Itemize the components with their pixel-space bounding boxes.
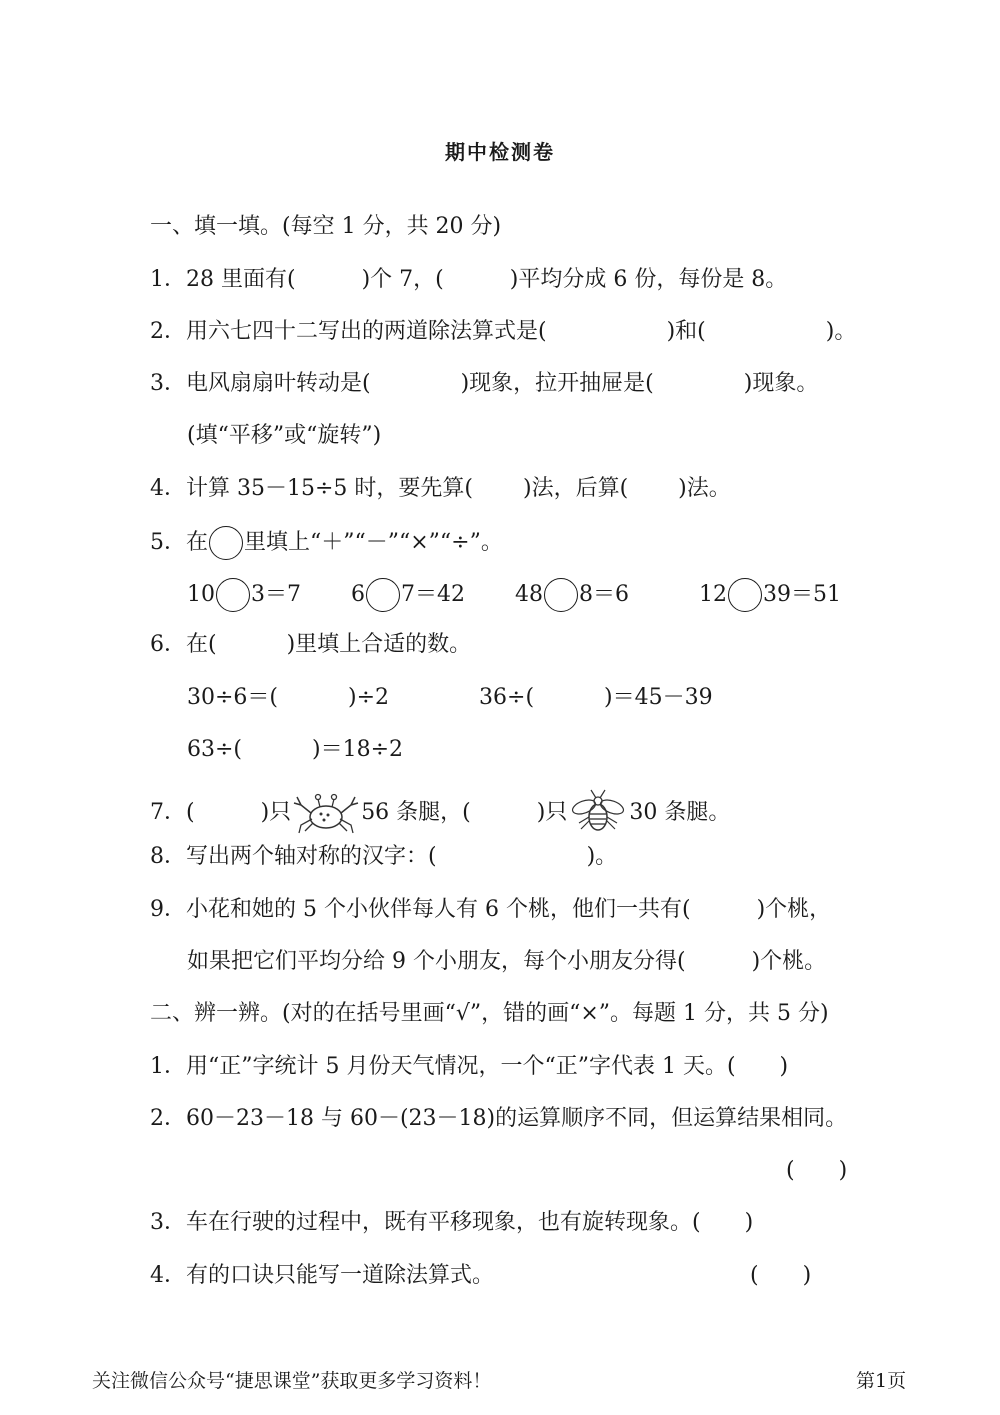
bee-icon	[567, 787, 629, 839]
question-1-1: 1．28 里面有( )个 7，( )平均分成 6 份，每份是 8。	[150, 267, 788, 292]
question-1-9-line2: 如果把它们平均分给 9 个小朋友，每个小朋友分得( )个桃。	[187, 949, 827, 974]
answer-bracket-2-4[interactable]: ( )	[750, 1263, 812, 1288]
question-1-5-items	[187, 578, 841, 612]
question-1-7: 7．( )只 56 条腿，( )只 30 条腿。	[150, 787, 730, 839]
question-2-4: 4．有的口诀只能写一道除法算式。	[150, 1263, 494, 1288]
question-1-2: 2．用六七四十二写出的两道除法算式是( )和( )。	[150, 319, 857, 344]
question-1-6-line1: 30÷6＝( )÷2 36÷( )＝45－39	[187, 685, 713, 710]
question-2-1[interactable]: 1．用“正”字统计 5 月份天气情况，一个“正”字代表 1 天。( )	[150, 1054, 789, 1079]
answer-bracket-2-2[interactable]: ( )	[786, 1158, 848, 1183]
page-title: 期中检测卷	[445, 140, 555, 164]
footer-promo: 关注微信公众号“捷思课堂”获取更多学习资料！	[92, 1370, 492, 1392]
question-1-9-line1: 9．小花和她的 5 个小伙伴每人有 6 个桃，他们一共有( )个桃，	[150, 897, 832, 922]
question-2-3[interactable]: 3．车在行驶的过程中，既有平移现象，也有旋转现象。( )	[150, 1210, 754, 1235]
question-1-3-note: (填“平移”或“旋转”)	[187, 423, 382, 448]
section2-heading: 二、辨一辨。(对的在括号里画“√”，错的画“×”。每题 1 分，共 5 分)	[150, 1001, 829, 1026]
circle-blank	[209, 526, 243, 560]
q5-item-3: 48 8＝6	[515, 582, 629, 607]
question-1-6: 6．在( )里填上合适的数。	[150, 632, 472, 657]
circle-blank[interactable]	[366, 578, 400, 612]
question-1-8: 8．写出两个轴对称的汉字：( )。	[150, 844, 618, 869]
circle-blank[interactable]	[544, 578, 578, 612]
question-1-5: 5．在 里填上“＋”“－”“×”“÷”。	[150, 526, 503, 560]
circle-blank[interactable]	[216, 578, 250, 612]
question-1-4: 4．计算 35－15÷5 时，要先算( )法，后算( )法。	[150, 476, 731, 501]
page-number: 第1页	[856, 1370, 907, 1392]
q5-item-4: 12 39＝51	[699, 582, 841, 607]
q5-item-2: 6 7＝42	[351, 582, 465, 607]
section1-heading: 一、填一填。(每空 1 分，共 20 分)	[150, 214, 502, 239]
question-1-3: 3．电风扇扇叶转动是( )现象，拉开抽屉是( )现象。	[150, 371, 819, 396]
crab-icon	[291, 787, 361, 839]
circle-blank[interactable]	[728, 578, 762, 612]
question-2-2: 2．60－23－18 与 60－(23－18)的运算顺序不同，但运算结果相同。	[150, 1106, 848, 1131]
question-1-6-line2: 63÷( )＝18÷2	[187, 737, 404, 762]
q5-item-1: 10 3＝7	[187, 582, 301, 607]
